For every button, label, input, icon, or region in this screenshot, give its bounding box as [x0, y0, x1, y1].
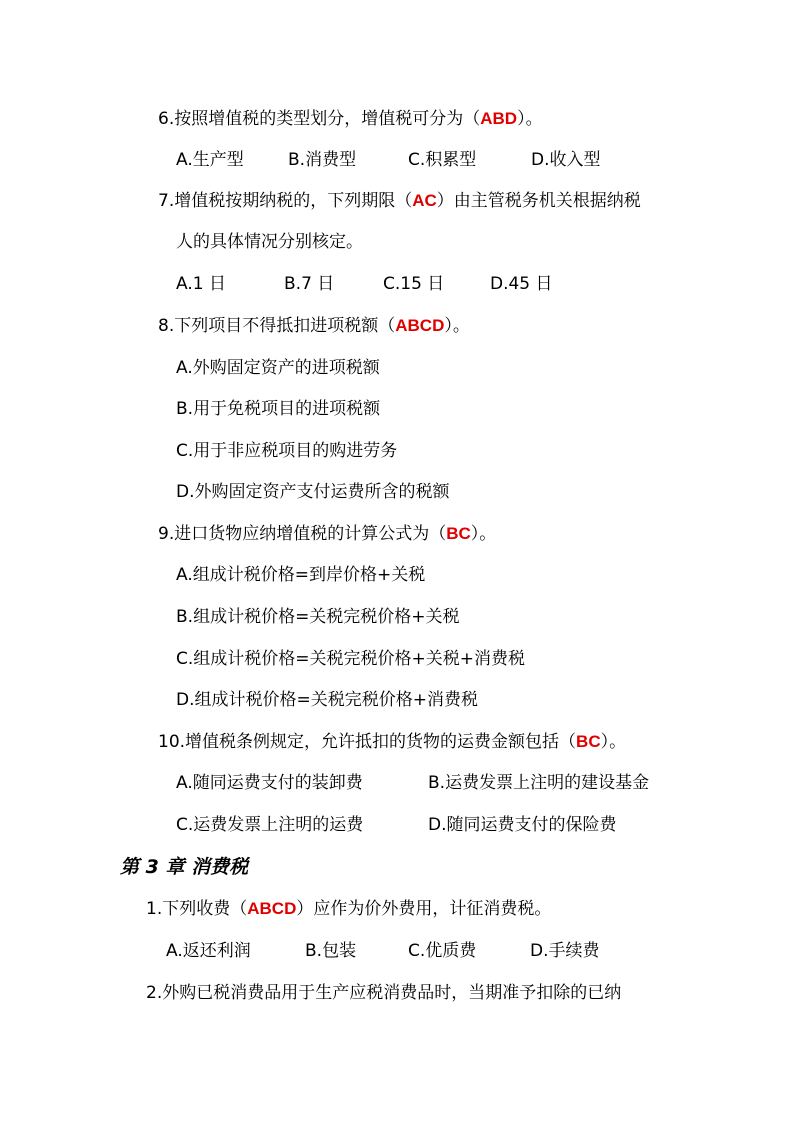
option: B.消费型 [288, 150, 357, 170]
answer: BC [576, 732, 601, 751]
option: C.用于非应税项目的购进劳务 [176, 441, 398, 461]
option: B.7 日 [284, 274, 335, 294]
answer: BC [446, 524, 471, 543]
answer: AC [412, 191, 437, 210]
question-text-end: ）。 [600, 732, 627, 752]
answer: ABD [480, 109, 518, 128]
option: D.收入型 [531, 150, 601, 170]
option: D.45 日 [490, 274, 553, 294]
question-text-end: ）。 [470, 524, 497, 544]
question-text: 8.下列项目不得抵扣进项税额（ [158, 316, 396, 336]
question-text: 9.进口货物应纳增值税的计算公式为（ [158, 524, 447, 544]
option: A.组成计税价格=到岸价格+关税 [176, 565, 426, 585]
option: B.用于免税项目的进项税额 [176, 399, 381, 419]
option: A.随同运费支付的装卸费 [176, 773, 363, 793]
option: A.生产型 [176, 150, 244, 170]
option: A.1 日 [176, 274, 226, 294]
option: B.包装 [305, 941, 357, 961]
question-10 [158, 731, 626, 753]
option: D.手续费 [530, 941, 600, 961]
question-text-end: ）应作为价外费用，计征消费税。 [296, 899, 552, 919]
question-text: 7.增值税按期纳税的，下列期限（ [158, 191, 413, 211]
question-text: 1.下列收费（ [146, 899, 248, 919]
question-7 [158, 190, 641, 212]
chapter3-question-1 [146, 898, 551, 920]
question-6 [158, 108, 543, 130]
option: D.外购固定资产支付运费所含的税额 [176, 482, 450, 502]
option: C.运费发票上注明的运费 [176, 815, 364, 835]
answer: ABCD [395, 316, 445, 335]
option: A.外购固定资产的进项税额 [176, 358, 380, 378]
option: C.组成计税价格=关税完税价格+关税+消费税 [176, 649, 526, 669]
question-text-end: ）。 [444, 316, 470, 336]
question-7-continued: 人的具体情况分别核定。 [176, 232, 363, 252]
question-text: 6.按照增值税的类型划分，增值税可分为（ [158, 109, 481, 129]
option: B.运费发票上注明的建设基金 [428, 773, 650, 793]
question-text-end: ）。 [517, 109, 543, 129]
option: D.随同运费支付的保险费 [428, 815, 617, 835]
chapter3-question-2: 2.外购已税消费品用于生产应税消费品时，当期准予扣除的已纳 [146, 983, 622, 1003]
question-8 [158, 315, 470, 337]
option: C.积累型 [408, 150, 477, 170]
option: D.组成计税价格=关税完税价格+消费税 [176, 690, 478, 710]
option: A.返还利润 [166, 941, 251, 961]
option: C.15 日 [383, 274, 445, 294]
question-text: 10.增值税条例规定，允许抵扣的货物的运费金额包括（ [158, 732, 577, 752]
question-text-end: ）由主管税务机关根据纳税 [436, 191, 641, 211]
option: C.优质费 [408, 941, 477, 961]
question-9 [158, 523, 496, 545]
answer: ABCD [247, 899, 297, 918]
chapter-heading: 第 3 章 消费税 [120, 856, 249, 878]
option: B.组成计税价格=关税完税价格+关税 [176, 607, 460, 627]
